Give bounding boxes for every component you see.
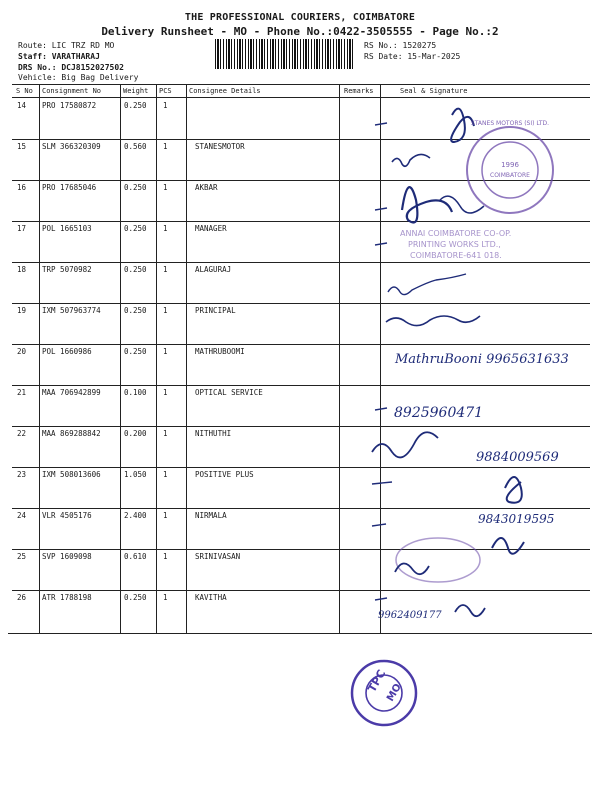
row-consignee: NITHUTHI <box>195 429 232 438</box>
signature-row24 <box>492 538 524 554</box>
row-sno: 24 <box>17 511 27 520</box>
row-pcs: 1 <box>163 306 168 315</box>
row-weight: 0.250 <box>124 306 147 315</box>
row-consignee: AKBAR <box>195 183 218 192</box>
signature-row19 <box>386 316 480 326</box>
row-sno: 14 <box>17 101 27 110</box>
tpc-stamp-outer <box>352 661 416 725</box>
runsheet-subtitle: Delivery Runsheet - MO - Phone No.:0422-3505555 - Page No.:2 <box>101 25 499 38</box>
row-pcs: 1 <box>163 347 168 356</box>
row-weight: 2.400 <box>124 511 147 520</box>
row-sno: 22 <box>17 429 27 438</box>
row-pcs: 1 <box>163 470 168 479</box>
row-sno: 25 <box>17 552 27 561</box>
row-consignment: PRO 17580872 <box>42 101 97 110</box>
stanes-stamp-name: STANES MOTORS (SI) LTD. <box>470 120 550 127</box>
row-consignment: SVP 1609098 <box>42 552 92 561</box>
row-weight: 0.250 <box>124 101 147 110</box>
printing-stamp-line1: ANNAI COIMBATORE CO-OP. <box>400 229 512 238</box>
row-consignment: SLM 366320309 <box>42 142 101 151</box>
row-consignee: OPTICAL SERVICE <box>195 388 263 397</box>
row-sno: 23 <box>17 470 27 479</box>
col-sno: S No <box>16 87 33 95</box>
row-weight: 1.050 <box>124 470 147 479</box>
signature-row22 <box>372 432 438 457</box>
route-label: Route: LIC TRZ RD MO <box>18 41 115 50</box>
row-pcs: 1 <box>163 101 168 110</box>
handwriting-row20-name: MathruBooni 9965631633 <box>395 352 569 367</box>
row-consignee: PRINCIPAL <box>195 306 236 315</box>
row-weight: 0.250 <box>124 224 147 233</box>
row-sno: 18 <box>17 265 27 274</box>
row-consignment: VLR 4505176 <box>42 511 92 520</box>
handwriting-row21: 8925960471 <box>394 405 484 421</box>
stanes-stamp-year: 1996 <box>501 161 519 169</box>
row-pcs: 1 <box>163 183 168 192</box>
signature-row26 <box>455 605 485 616</box>
row-sno: 26 <box>17 593 27 602</box>
col-weight: Weight <box>123 87 149 95</box>
row-weight: 0.250 <box>124 265 147 274</box>
row-weight: 0.250 <box>124 593 147 602</box>
signature-row16 <box>402 187 452 222</box>
tpc-stamp-text: TPC <box>365 667 389 695</box>
handwriting-row26: 9962409177 <box>378 610 442 621</box>
row-pcs: 1 <box>163 511 168 520</box>
tpc-stamp-mo: MO <box>385 682 404 704</box>
row-consignee: STANESMOTOR <box>195 142 245 151</box>
row-weight: 0.610 <box>124 552 147 561</box>
row-consignee: MATHRUBOOMI <box>195 347 245 356</box>
row-consignment: IXM 507963774 <box>42 306 101 315</box>
row-consignment: MAA 706942899 <box>42 388 101 397</box>
row-pcs: 1 <box>163 388 168 397</box>
row-sno: 17 <box>17 224 27 233</box>
signature-row18 <box>388 274 466 295</box>
row-consignment: POL 1660986 <box>42 347 92 356</box>
row-weight: 0.250 <box>124 183 147 192</box>
drs-number: DRS No.: DCJ8152027502 <box>18 63 124 72</box>
row-consignee: ALAGURAJ <box>195 265 232 274</box>
row25-stamp <box>396 538 480 582</box>
handwriting-row24: 9843019595 <box>478 512 555 526</box>
col-remarks: Remarks <box>344 87 374 95</box>
row-consignment: PRO 17685046 <box>42 183 97 192</box>
row-pcs: 1 <box>163 593 168 602</box>
col-pcs: PCS <box>159 87 172 95</box>
row-consignment: ATR 1788198 <box>42 593 92 602</box>
row-sno: 16 <box>17 183 27 192</box>
row-sno: 19 <box>17 306 27 315</box>
row-pcs: 1 <box>163 265 168 274</box>
row-consignment: IXM 508013606 <box>42 470 101 479</box>
signature-row23 <box>505 477 522 503</box>
row-weight: 0.200 <box>124 429 147 438</box>
row-weight: 0.560 <box>124 142 147 151</box>
row-consignee: MANAGER <box>195 224 227 233</box>
col-seal-signature: Seal & Signature <box>400 87 468 95</box>
stanes-stamp-inner <box>482 142 538 198</box>
staff-label: Staff: VARATHARAJ <box>18 52 100 61</box>
company-title: THE PROFESSIONAL COURIERS, COIMBATORE <box>184 12 416 23</box>
col-consignment: Consignment No <box>42 87 102 95</box>
stanes-stamp-place: COIMBATORE <box>490 172 530 179</box>
rs-number: RS No.: 1520275 <box>364 41 437 50</box>
row-pcs: 1 <box>163 429 168 438</box>
row-consignment: POL 1665103 <box>42 224 92 233</box>
printing-stamp-line3: COIMBATORE-641 018. <box>410 251 502 260</box>
row-sno: 21 <box>17 388 27 397</box>
handwriting-row22: 9884009569 <box>476 450 559 465</box>
row-pcs: 1 <box>163 224 168 233</box>
row-consignment: MAA 869288842 <box>42 429 101 438</box>
vehicle-label: Vehicle: Big Bag Delivery <box>18 73 139 82</box>
row-consignee: KAVITHA <box>195 593 227 602</box>
row-consignee: POSITIVE PLUS <box>195 470 254 479</box>
row-weight: 0.250 <box>124 347 147 356</box>
row-sno: 15 <box>17 142 27 151</box>
row-pcs: 1 <box>163 552 168 561</box>
row-sno: 20 <box>17 347 27 356</box>
col-consignee: Consignee Details <box>189 87 261 95</box>
row-consignment: TRP 5070982 <box>42 265 92 274</box>
rs-date: RS Date: 15-Mar-2025 <box>364 52 461 61</box>
stanes-stamp-outer <box>467 127 553 213</box>
row-consignee: SRINIVASAN <box>195 552 241 561</box>
row-pcs: 1 <box>163 142 168 151</box>
printing-stamp-line2: PRINTING WORKS LTD., <box>408 240 501 249</box>
row-weight: 0.100 <box>124 388 147 397</box>
row-consignee: NIRMALA <box>195 511 227 520</box>
